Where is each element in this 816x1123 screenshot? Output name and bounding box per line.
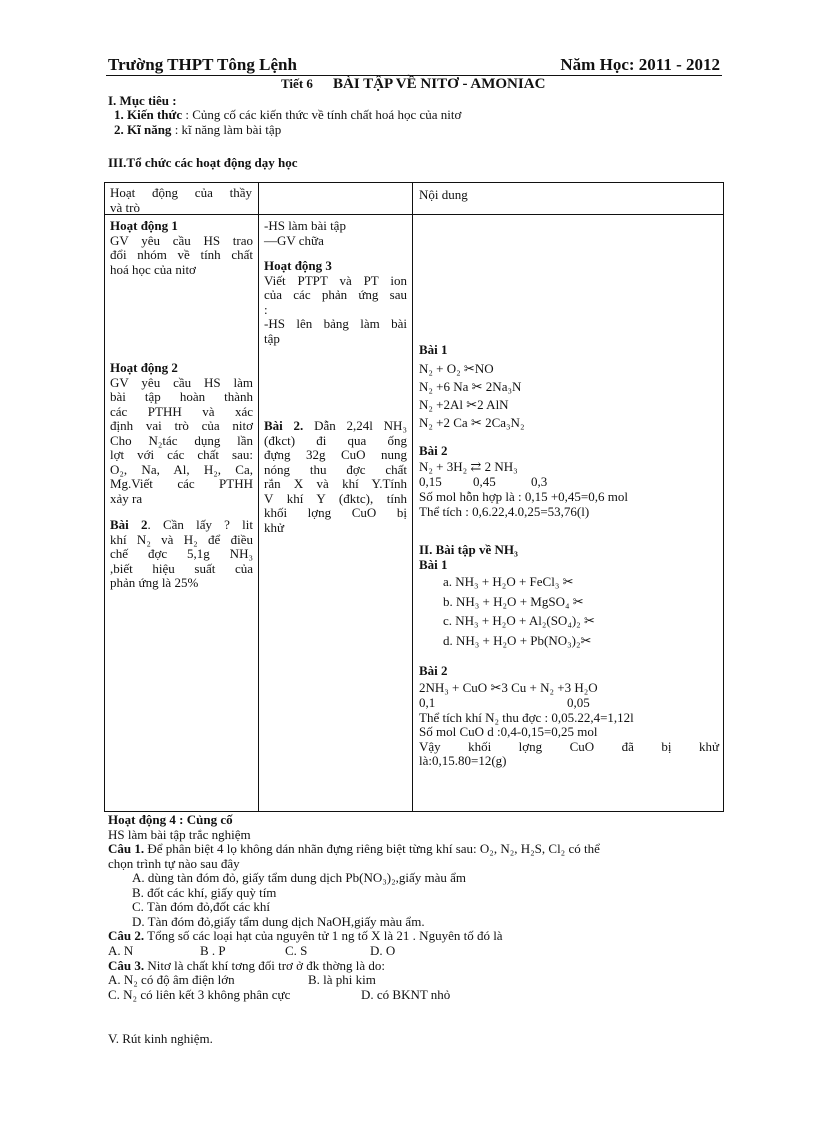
col3-exercise-2-line: Thể tích : 0,6.22,4.0,25=53,76(l) [419, 503, 590, 519]
col1-exercise-2-line: chế đợc 5,1g NH₃ [110, 546, 253, 561]
experience-heading: V. Rút kinh nghiệm. [108, 1031, 213, 1046]
mol-value: 0,1 [419, 694, 436, 710]
col1-header [110, 186, 252, 215]
nh3-exercise-2-line: Số mol CuO d :0,4-0,15=0,25 mol [419, 724, 598, 739]
activity-2-line: Mg.Viết các PTHH [110, 476, 253, 491]
activity-3-line: -HS lên bảng làm bài [264, 316, 407, 331]
lesson-period: Tiết 6 [281, 76, 313, 91]
col3-exercise-1-title: Bài 1 [419, 342, 448, 357]
col1-exercise-2-line: phản ứng là 25% [110, 575, 199, 590]
col1-exercise-2-text: . Cần lấy ? lit [147, 517, 253, 532]
activity-2-line: bài tập hoàn thành [110, 389, 253, 404]
question-1-text-cont: chọn trình tự nào sau đây [108, 855, 240, 871]
question-1-option: B. đốt các khí, giấy quỳ tím [132, 884, 277, 900]
col2-exercise-2-line: rắn X và khí Y.Tính [264, 476, 407, 491]
col3-exercise-1-eq: N₂ + O₂ ✂NO [419, 360, 494, 376]
question-1-option: A. dùng tàn đóm đỏ, giấy tẩm dung dịch Pb(NO₃)₂,giấy màu ẩm [132, 870, 467, 885]
mol-value: 0,3 [531, 474, 548, 489]
activity-2-line: định vai trò của nitơ [110, 418, 253, 433]
question-1-label: Câu 1. [108, 841, 145, 856]
col1-header-line: Hoạt động của thầy [110, 185, 252, 200]
activity-2-line: GV yêu cầu HS làm [110, 374, 253, 390]
activity-3-line: Viết PTPT và PT ion [264, 272, 407, 288]
question-1-option: C. Tàn đóm đỏ,đốt các khí [132, 899, 271, 914]
objective-knowledge-label: 1. Kiến thức [114, 107, 183, 122]
col3-header [419, 188, 468, 203]
nh3-exercise-2-title: Bài 2 [419, 663, 448, 678]
activity-1-line: đổi nhóm về tính chất [110, 247, 253, 262]
col1-exercise-2-line: ,biết hiệu suất của [110, 560, 253, 576]
activity-3-line: của các phản ứng sau [264, 287, 407, 302]
col1-exercise-2-line: khí N₂ và H₂ để điều [110, 531, 253, 547]
activities-heading: III.Tổ chức các hoạt động dạy học [108, 155, 298, 170]
activity-2-line: Cho N₂tác dụng lần [110, 432, 253, 448]
question-2 [108, 929, 722, 944]
col1-activity-2 [110, 361, 253, 591]
col2-line: -HS làm bài tập [264, 218, 346, 233]
col2-exercise-2-line [264, 419, 407, 434]
table-col-divider-1 [258, 183, 259, 811]
objective-skill-label: 2. Kĩ năng [114, 122, 172, 137]
col3-exercise-2-line: Số mol hỗn hợp là : 0,15 +0,45=0,6 mol [419, 489, 628, 504]
question-1-option: D. Tàn đóm đỏ,giấy tẩm dung dịch NaOH,giấy màu ẩm. [132, 913, 425, 929]
objective-skill-text: : kĩ năng làm bài tập [174, 122, 282, 137]
question-3-label: Câu 3. [108, 957, 145, 973]
col3-exercise-2-mol-row [419, 475, 719, 490]
nh3-section-title: II. Bài tập về NH₃ [419, 542, 518, 557]
objective-skill [114, 123, 281, 138]
col2-exercise-2-line: khối lợng CuO bị [264, 505, 407, 520]
question-3-options-row-2 [108, 988, 722, 1003]
nh3-item: b. NH₃ + H₂O + MgSO₄ ✂ [443, 593, 584, 609]
nh3-item: d. NH₃ + H₂O + Pb(NO₃)₂✂ [443, 632, 592, 648]
mol-value: 0,05 [567, 694, 590, 710]
question-2-option: D. O [370, 942, 396, 958]
col1-header-line: và trò [110, 199, 140, 215]
school-name: Trường THPT Tông Lệnh [108, 55, 297, 74]
nh3-exercise-2-line: là:0,15.80=12(g) [419, 753, 507, 768]
question-3-option: B. là phi kim [308, 972, 376, 987]
activity-3-title: Hoạt động 3 [264, 258, 332, 273]
question-2-option: B . P [200, 942, 226, 958]
col1-content [110, 219, 253, 277]
activity-3-line: tập [264, 330, 280, 346]
col3-header-text: Nội dung [419, 187, 468, 202]
objectives-heading: I. Mục tiêu : [108, 93, 177, 108]
nh3-exercise-2-line: Thể tích khí N₂ thu đợc : 0,05.22,4=1,12l [419, 709, 634, 725]
lesson-title: BÀI TẬP VỀ NITƠ - AMONIAC [333, 76, 546, 92]
objective-knowledge [114, 108, 461, 123]
consolidation-intro: HS làm bài tập trắc nghiệm [108, 826, 251, 842]
col3-exercise-2-eq: N₂ + 3H₂ ⇄ 2 NH₃ [419, 459, 518, 474]
col2-exercise-2 [264, 419, 407, 535]
question-2-option: C. S [285, 942, 308, 958]
activity-1-line: hoá học của nitơ [110, 261, 196, 277]
question-2-label: Câu 2. [108, 928, 145, 943]
nh3-mol-row [419, 696, 719, 711]
col2-exercise-2-line: nóng thu đợc chất [264, 461, 407, 477]
activity-1-title: Hoạt động 1 [110, 218, 178, 233]
question-3-option: D. có BKNT nhỏ [361, 987, 451, 1002]
col2-line: —GV chữa [264, 232, 324, 248]
table-col-divider-2 [412, 183, 413, 811]
question-2-option: A. N [108, 942, 134, 958]
question-1-text: Để phân biệt 4 lọ không dán nhãn đựng riêng biệt từng khí sau: O₂, N₂, H₂S, Cl₂ có thể [144, 841, 600, 856]
col1-exercise-2-label: Bài 2 [110, 517, 148, 532]
nh3-item: a. NH₃ + H₂O + FeCl₃ ✂ [443, 574, 574, 589]
col2-exercise-2-line: V khí Y (đktc), tính [264, 490, 407, 506]
col2-exercise-2-text: Dẫn 2,24l NH₃ [314, 418, 407, 433]
objective-knowledge-text: : Củng cố các kiến thức về tính chất hoá học của nitơ [185, 107, 462, 122]
col3-content [419, 343, 719, 769]
activity-2-line: xảy ra [110, 490, 143, 506]
consolidation-section [108, 813, 722, 1003]
col3-exercise-1-eq: N₂ +2 Ca ✂ 2Ca₃N₂ [419, 414, 525, 430]
nh3-exercise-1-title: Bài 1 [419, 556, 448, 572]
activity-3-line: : [264, 301, 268, 317]
activity-2-title: Hoạt động 2 [110, 360, 178, 375]
activity-2-line: các PTHH và xác [110, 403, 253, 419]
col2-exercise-2-line: (đkct) đi qua ống [264, 432, 407, 448]
question-2-options [108, 944, 722, 959]
nh3-exercise-2-eq: 2NH₃ + CuO ✂3 Cu + N₂ +3 H₂O [419, 679, 598, 695]
activity-2-line: lợt với các chất sau: [110, 447, 253, 462]
question-3-option: C. N₂ có liên kết 3 không phân cực [108, 987, 291, 1002]
col1-exercise-2-line [110, 518, 253, 533]
col3-exercise-1-eq: N₂ +2Al ✂2 AlN [419, 396, 509, 412]
col2-exercise-2-line: đựng 32g CuO nung [264, 447, 407, 462]
nh3-exercise-2-line: Vậy khối lợng CuO đã bị khử [419, 738, 719, 754]
col2-exercise-2-label: Bài 2. [264, 418, 304, 433]
col2-exercise-2-line: khử [264, 519, 285, 535]
question-3-options-row-1 [108, 973, 722, 988]
lesson-table [104, 182, 724, 812]
activity-4-title: Hoạt động 4 : Củng cố [108, 812, 233, 827]
mol-value: 0,15 [419, 474, 442, 489]
mol-value: 0,45 [473, 474, 496, 489]
question-2-text: Tổng số các loại hạt của nguyên tử 1 ng tố X là 21 . Nguyên tố đó là [144, 928, 503, 943]
question-3-text: Nitơ là chất khí tơng đối trơ ở đk thờng là do: [144, 957, 386, 973]
question-3-option: A. N₂ có độ âm điện lớn [108, 972, 235, 987]
school-year: Năm Học: 2011 - 2012 [560, 55, 720, 74]
col3-exercise-2-title: Bài 2 [419, 442, 448, 458]
col3-exercise-1-eq: N₂ +6 Na ✂ 2Na₃N [419, 378, 522, 394]
question-1 [108, 842, 722, 857]
activity-1-line: GV yêu cầu HS trao [110, 232, 253, 248]
question-3 [108, 959, 722, 974]
activity-2-line: O₂, Na, Al, H₂, Ca, [110, 461, 253, 477]
nh3-item: c. NH₃ + H₂O + Al₂(SO₄)₂ ✂ [443, 613, 595, 628]
col2-content [264, 219, 407, 346]
